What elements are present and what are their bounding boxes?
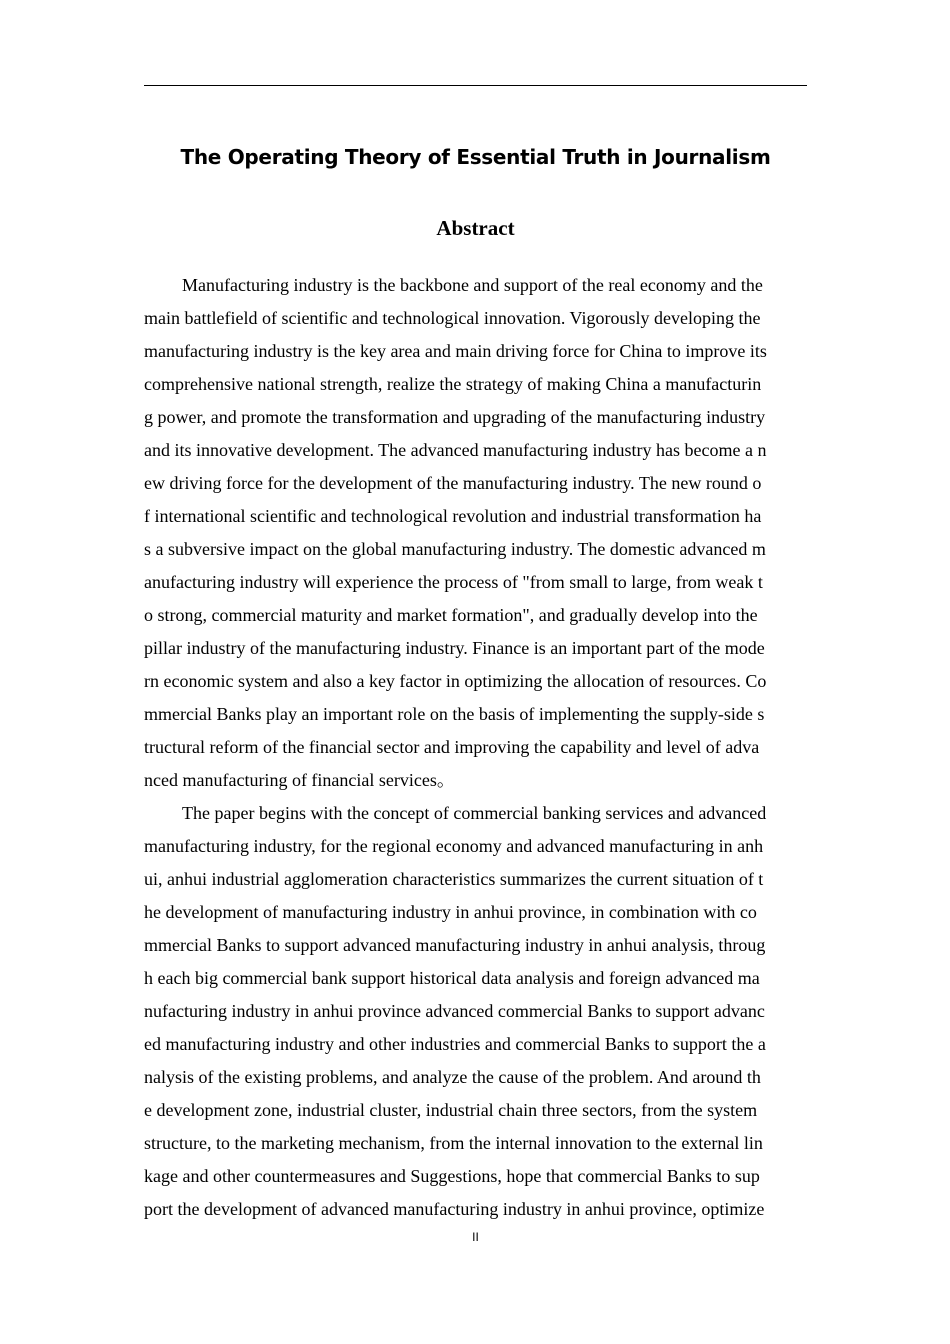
text-line: manufacturing industry is the key area and main driving force for China to improve its	[144, 341, 767, 361]
text-line: nufacturing industry in anhui province advanced commercial Banks to support advanc	[144, 1001, 765, 1021]
text-line: anufacturing industry will experience the process of "from small to large, from weak t	[144, 572, 763, 592]
text-line: ui, anhui industrial agglomeration characteristics summarizes the current situation of t	[144, 869, 764, 889]
text-line: The paper begins with the concept of commercial banking services and advanced	[182, 803, 767, 823]
text-line: rn economic system and also a key factor in optimizing the allocation of resources. Co	[144, 671, 767, 691]
text-line: and its innovative development. The advanced manufacturing industry has become a n	[144, 440, 767, 460]
text-line: tructural reform of the financial sector and improving the capability and level of adva	[144, 737, 760, 757]
abstract-paragraph	[144, 269, 807, 797]
text-line: nced manufacturing of financial services。	[144, 770, 455, 790]
abstract-body	[144, 269, 807, 1226]
text-line: manufacturing industry, for the regional economy and advanced manufacturing in anh	[144, 836, 764, 856]
page-number: II	[472, 1230, 479, 1244]
text-line: nalysis of the existing problems, and analyze the cause of the problem. And around th	[144, 1067, 761, 1087]
abstract-heading: Abstract	[436, 216, 515, 240]
text-line: ed manufacturing industry and other industries and commercial Banks to support the a	[144, 1034, 766, 1054]
text-line: structure, to the marketing mechanism, from the internal innovation to the external lin	[144, 1133, 763, 1153]
text-line: s a subversive impact on the global manufacturing industry. The domestic advanced m	[144, 539, 766, 559]
text-line: port the development of advanced manufacturing industry in anhui province, optimize	[144, 1199, 765, 1219]
text-line: f international scientific and technological revolution and industrial transformation ha	[144, 506, 762, 526]
text-line: o strong, commercial maturity and market formation", and gradually develop into the	[144, 605, 758, 625]
abstract-paragraph	[144, 797, 807, 1226]
text-line: ew driving force for the development of the manufacturing industry. The new round o	[144, 473, 762, 493]
text-line: g power, and promote the transformation and upgrading of the manufacturing industry	[144, 407, 766, 427]
paper-title: The Operating Theory of Essential Truth in Journalism	[180, 145, 771, 169]
text-line: comprehensive national strength, realize the strategy of making China a manufacturin	[144, 374, 762, 394]
text-line: mmercial Banks play an important role on the basis of implementing the supply-side s	[144, 704, 765, 724]
text-line: pillar industry of the manufacturing industry. Finance is an important part of the mode	[144, 638, 765, 658]
text-line: e development zone, industrial cluster, industrial chain three sectors, from the system	[144, 1100, 758, 1120]
header-rule	[144, 85, 807, 86]
text-line: kage and other countermeasures and Suggestions, hope that commercial Banks to sup	[144, 1166, 760, 1186]
text-line: h each big commercial bank support historical data analysis and foreign advanced ma	[144, 968, 760, 988]
text-line: he development of manufacturing industry in anhui province, in combination with co	[144, 902, 757, 922]
text-line: main battlefield of scientific and technological innovation. Vigorously developing the	[144, 308, 761, 328]
text-line: Manufacturing industry is the backbone and support of the real economy and the	[182, 275, 763, 295]
text-line: mmercial Banks to support advanced manufacturing industry in anhui analysis, throug	[144, 935, 766, 955]
